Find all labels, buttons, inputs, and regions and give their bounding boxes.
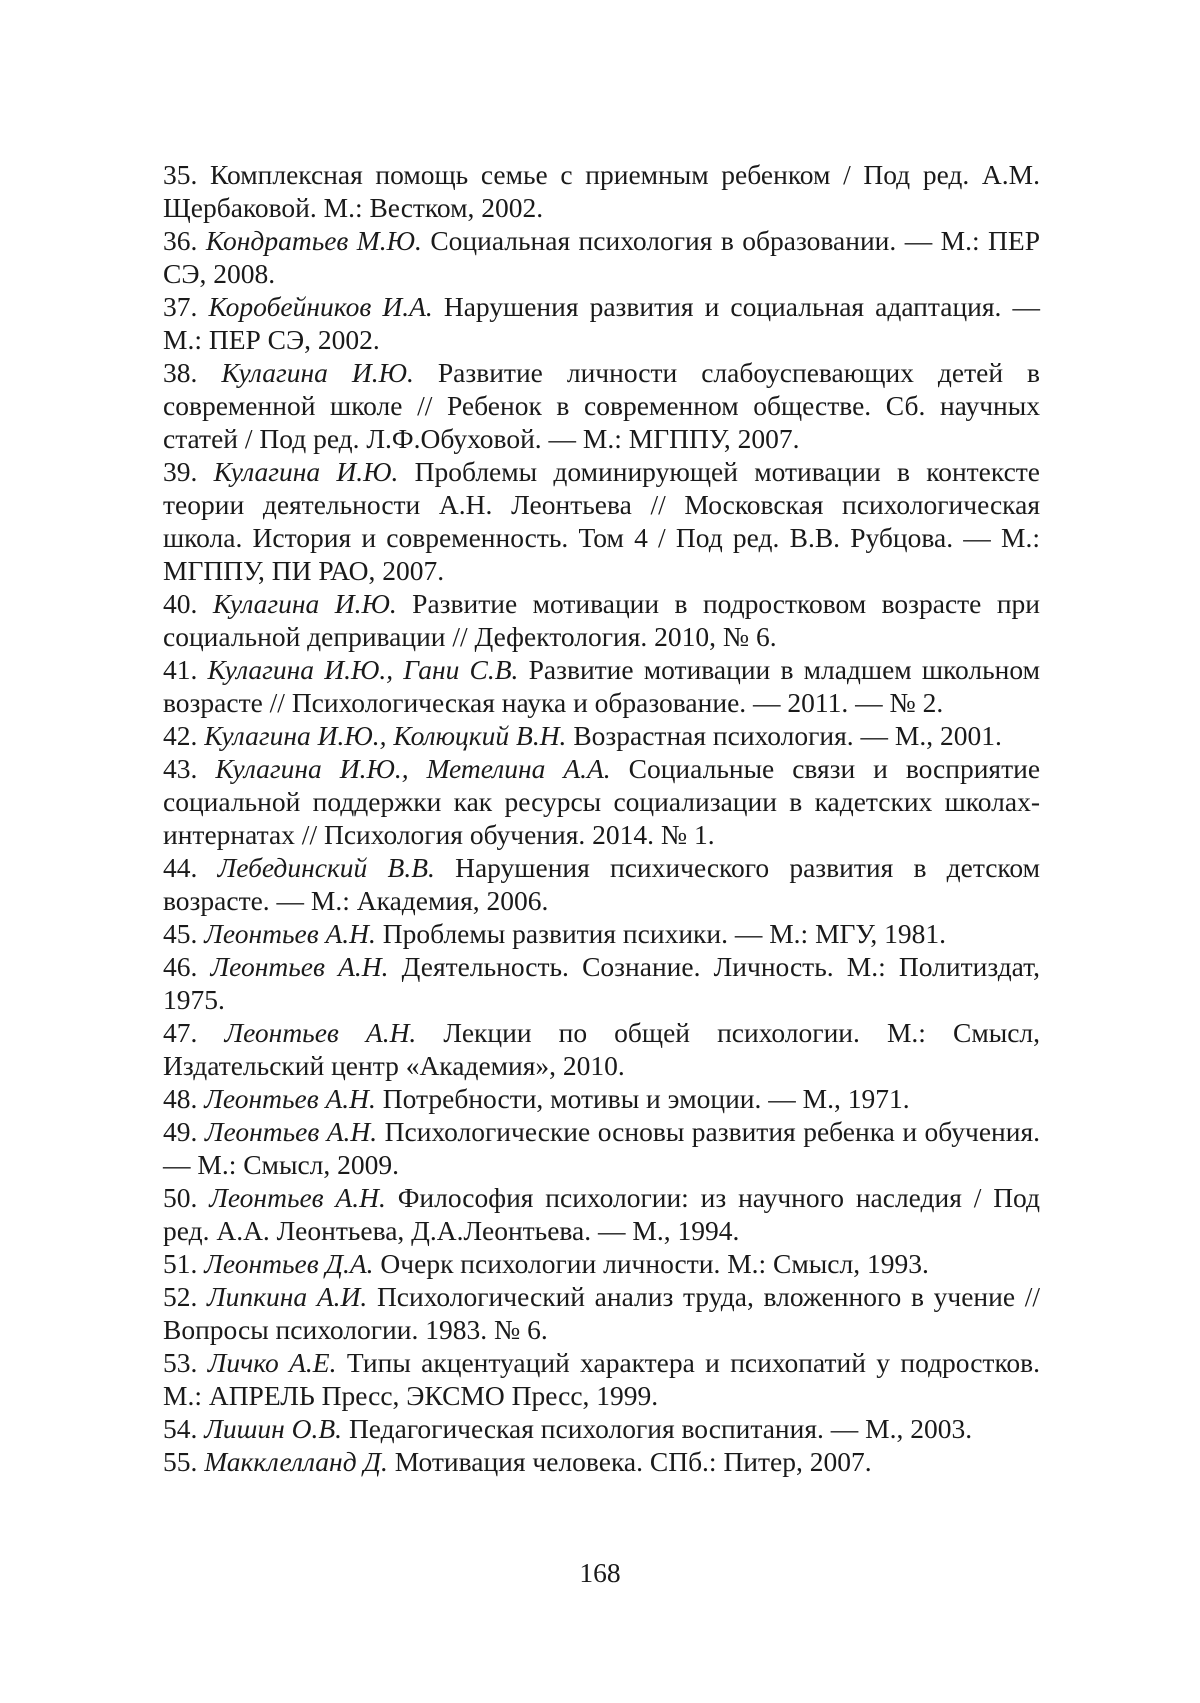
reference-number: 35. [163,159,198,190]
reference-text: Социальная психология в образовании. — М.: ПЕР СЭ, 2008. [163,225,1041,289]
reference-number: 39. [163,456,198,487]
reference-item [163,1445,1040,1478]
reference-number: 42. [163,720,198,751]
reference-number: 54. [163,1413,198,1444]
reference-author: Леонтьев Д.А. [204,1248,374,1279]
reference-text: Мотивация человека. СПб.: Питер, 2007. [394,1446,872,1477]
reference-text: Типы акцентуаций характера и психопатий у подростков. М.: АПРЕЛЬ Пресс, ЭКСМО Пресс, 1999. [163,1347,1041,1411]
reference-number: 47. [163,1017,198,1048]
reference-number: 38. [163,357,198,388]
reference-number: 51. [163,1248,198,1279]
reference-number: 49. [163,1116,198,1147]
reference-number: 37. [163,291,198,322]
reference-number: 52. [163,1281,198,1312]
reference-text: Педагогическая психология воспитания. — М., 2003. [348,1413,973,1444]
reference-item [163,224,1040,290]
reference-author: Леонтьев А.Н. [224,1017,417,1048]
reference-text: Психологические основы развития ребенка и обучения. — М.: Смысл, 2009. [163,1116,1040,1180]
reference-number: 45. [163,918,198,949]
reference-item [163,290,1040,356]
reference-number: 46. [163,951,198,982]
reference-author: Лебединский В.В. [217,852,435,883]
reference-author: Кулагина И.Ю. [221,357,414,388]
reference-text: Социальные связи и восприятие социальной поддержки как ресурсы социализации в кадетских школах-интернатах // Психология обучения. 2014. № 1. [163,753,1041,850]
reference-text: Возрастная психология. — М., 2001. [573,720,1002,751]
reference-text: Лекции по общей психологии. М.: Смысл, Издательский центр «Академия», 2010. [163,1017,1041,1081]
reference-number: 48. [163,1083,198,1114]
reference-item [163,1082,1040,1115]
reference-text: Развитие личности слабоуспевающих детей в современной школе // Ребенок в современном обществе. Сб. научных статей / Под ред. Л.Ф.Обуховой. — М.: МГППУ, 2007. [163,357,1041,454]
reference-author: Липкина А.И. [207,1281,368,1312]
reference-list [163,158,1040,1478]
reference-item [163,917,1040,950]
reference-author: Кулагина И.Ю., Колюцкий В.Н. [204,720,567,751]
reference-item [163,158,1040,224]
reference-item [163,1412,1040,1445]
reference-author: Личко А.Е. [207,1347,337,1378]
reference-item [163,950,1040,1016]
reference-item [163,1280,1040,1346]
reference-text: Психологический анализ труда, вложенного в учение // Вопросы психологии. 1983. № 6. [163,1281,1040,1345]
reference-item [163,1181,1040,1247]
reference-number: 50. [163,1182,198,1213]
reference-author: Леонтьев А.Н. [209,1182,386,1213]
reference-item [163,356,1040,455]
reference-number: 41. [163,654,198,685]
reference-number: 44. [163,852,198,883]
reference-text: Нарушения психического развития в детском возрасте. — М.: Академия, 2006. [163,852,1041,916]
page-number: 168 [579,1557,621,1588]
reference-author: Кулагина И.Ю., Метелина А.А. [215,753,611,784]
reference-item [163,851,1040,917]
reference-item [163,752,1040,851]
reference-item [163,653,1040,719]
reference-text: Проблемы доминирующей мотивации в контексте теории деятельности А.Н. Леонтьева // Московская психологическая школа. История и современность. Том 4 / Под ред. В.В. Рубцова. — М.: МГППУ, ПИ РАО, 2007. [163,456,1040,586]
reference-author: Леонтьев А.Н. [210,951,389,982]
reference-author: Макклелланд Д. [204,1446,388,1477]
reference-author: Кулагина И.Ю. [213,456,399,487]
reference-text: Развитие мотивации в подростковом возрасте при социальной депривации // Дефектология. 2010, № 6. [163,588,1041,652]
reference-text: Философия психологии: из научного наследия / Под ред. А.А. Леонтьева, Д.А.Леонтьева. — М., 1994. [163,1182,1041,1246]
reference-number: 40. [163,588,198,619]
reference-item [163,455,1040,587]
reference-number: 36. [163,225,198,256]
reference-text: Нарушения развития и социальная адаптация. — М.: ПЕР СЭ, 2002. [163,291,1040,355]
reference-number: 53. [163,1347,198,1378]
reference-text: Комплексная помощь семье с приемным ребенком / Под ред. А.М. Щербаковой. М.: Вестком, 2002. [163,159,1040,223]
reference-item [163,1016,1040,1082]
reference-number: 43. [163,753,198,784]
reference-author: Кулагина И.Ю. [212,588,397,619]
reference-item [163,719,1040,752]
reference-item [163,1346,1040,1412]
reference-number: 55. [163,1446,198,1477]
reference-text: Развитие мотивации в младшем школьном возрасте // Психологическая наука и образование. — 2011. — № 2. [163,654,1041,718]
reference-author: Коробейников И.А. [208,291,433,322]
reference-author: Кондратьев М.Ю. [205,225,422,256]
reference-text: Деятельность. Сознание. Личность. М.: Политиздат, 1975. [163,951,1041,1015]
reference-author: Лишин О.В. [204,1413,343,1444]
reference-text: Потребности, мотивы и эмоции. — М., 1971. [382,1083,910,1114]
reference-item [163,1247,1040,1280]
reference-author: Кулагина И.Ю., Гани С.В. [207,654,519,685]
reference-author: Леонтьев А.Н. [204,918,376,949]
reference-text: Проблемы развития психики. — М.: МГУ, 1981. [382,918,947,949]
reference-item [163,587,1040,653]
reference-text: Очерк психологии личности. М.: Смысл, 1993. [380,1248,929,1279]
reference-author: Леонтьев А.Н. [204,1116,378,1147]
reference-item [163,1115,1040,1181]
reference-author: Леонтьев А.Н. [204,1083,376,1114]
